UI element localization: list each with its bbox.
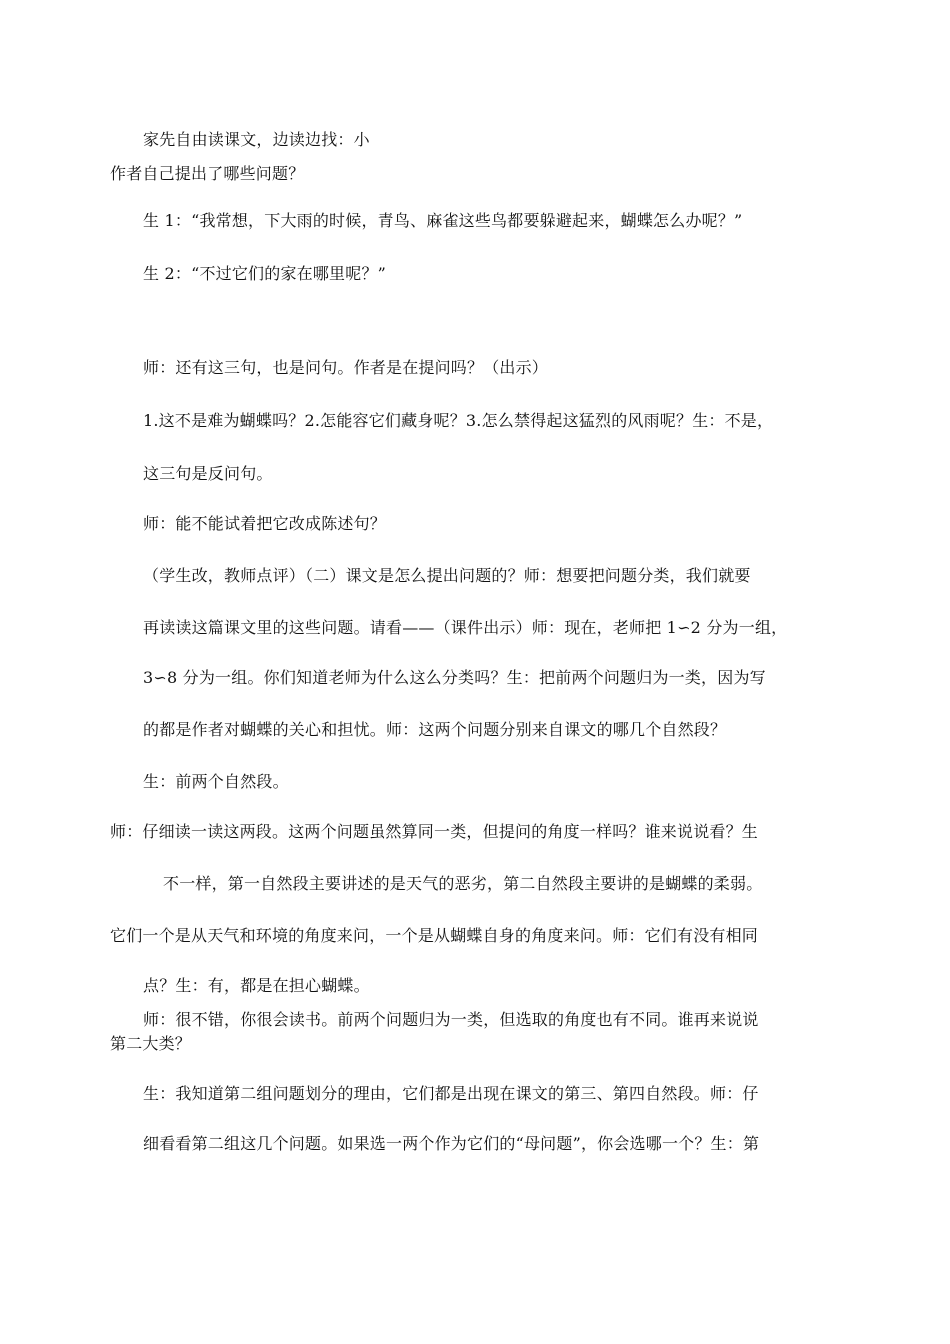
text-line: 师：很不错，你很会读书。前两个问题归为一类，但选取的角度也有不同。谁再来说说: [143, 1010, 759, 1029]
text-line: 不一样，第一自然段主要讲述的是天气的恶劣，第二自然段主要讲的是蝴蝶的柔弱。: [163, 874, 763, 893]
text-line: 生：我知道第二组问题划分的理由，它们都是出现在课文的第三、第四自然段。师：仔: [143, 1084, 759, 1103]
text-line: 3∽8 分为一组。你们知道老师为什么这么分类吗？生：把前两个问题归为一类，因为写: [143, 668, 766, 687]
text-line: 第二大类？: [110, 1034, 192, 1053]
text-line: 生 1：“我常想，下大雨的时候，青鸟、麻雀这些鸟都要躲避起来，蝴蝶怎么办呢？”: [143, 211, 743, 230]
text-line: 1.这不是难为蝴蝶吗？2.怎能容它们藏身呢？3.怎么禁得起这猛烈的风雨呢？生：不是，: [143, 411, 774, 430]
text-line: 师：能不能试着把它改成陈述句？: [143, 514, 387, 533]
text-line: 师：仔细读一读这两段。这两个问题虽然算同一类，但提问的角度一样吗？谁来说说看？生: [110, 822, 759, 841]
text-line: 的都是作者对蝴蝶的关心和担忧。师：这两个问题分别来自课文的哪几个自然段？: [143, 720, 727, 739]
text-line: 家先自由读课文，边读边找：小: [143, 130, 370, 149]
text-line: 作者自己提出了哪些问题？: [110, 164, 305, 183]
text-line: 这三句是反问句。: [143, 464, 273, 483]
text-line: 生：前两个自然段。: [143, 772, 289, 791]
text-line: 师：还有这三句，也是问句。作者是在提问吗？（出示）: [143, 358, 549, 377]
text-line: 点？生：有，都是在担心蝴蝶。: [143, 976, 370, 995]
text-line: 细看看第二组这几个问题。如果选一两个作为它们的“母问题”，你会选哪一个？生：第: [143, 1134, 760, 1153]
text-line: 它们一个是从天气和环境的角度来问，一个是从蝴蝶自身的角度来问。师：它们有没有相同: [110, 926, 759, 945]
text-line: （学生改，教师点评）（二）课文是怎么提出问题的？师：想要把问题分类，我们就要: [143, 566, 751, 585]
text-line: 生 2：“不过它们的家在哪里呢？”: [143, 264, 387, 283]
text-line: 再读读这篇课文里的这些问题。请看——（课件出示）师：现在，老师把 1∽2 分为一组，: [143, 618, 788, 637]
